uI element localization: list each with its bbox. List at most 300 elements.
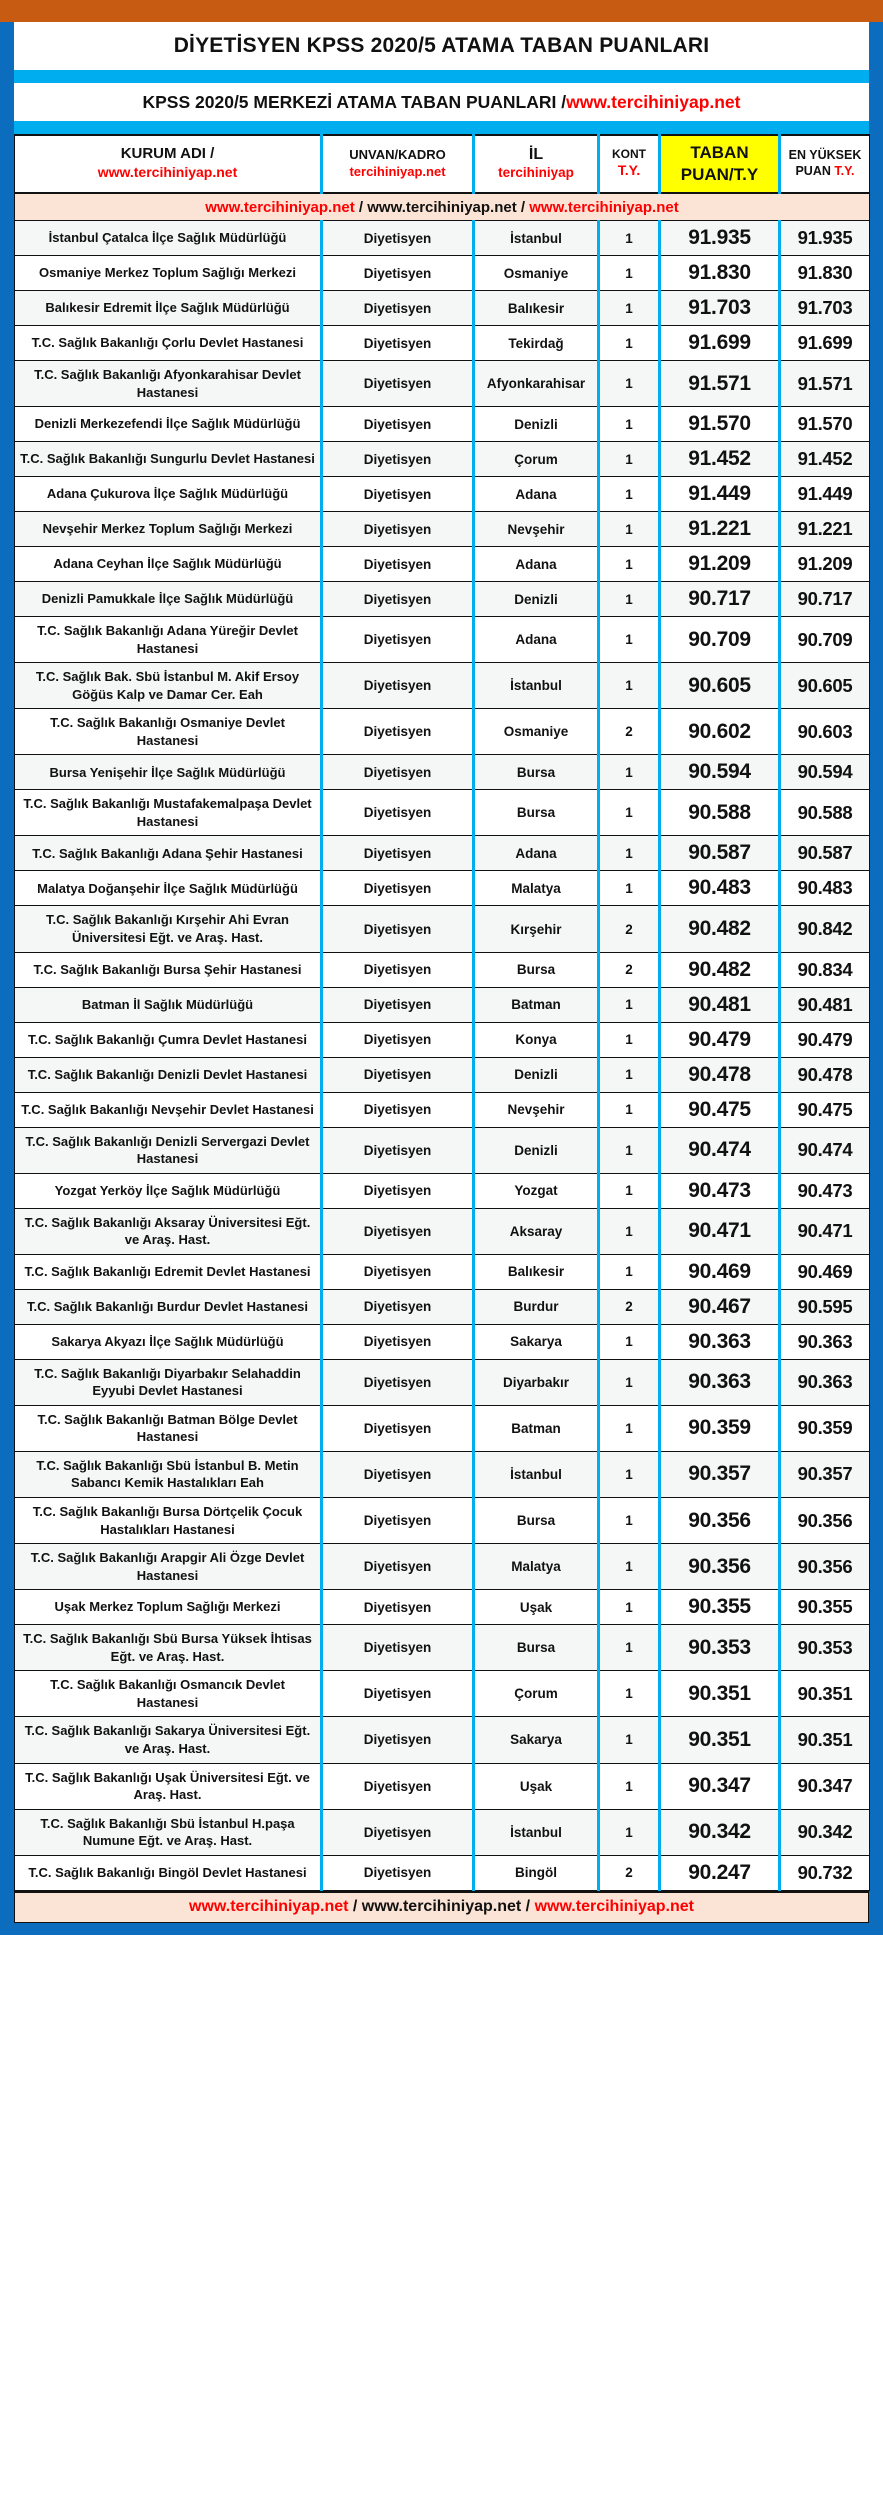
footer-sep-2: / [521, 1897, 535, 1915]
cell-kurum: İstanbul Çatalca İlçe Sağlık Müdürlüğü [15, 221, 322, 256]
cell-kont: 1 [599, 1127, 660, 1173]
cell-kont: 2 [599, 906, 660, 952]
table-row [15, 952, 870, 987]
cell-unvan: Diyetisyen [322, 617, 474, 663]
table-row [15, 1855, 870, 1890]
cell-en-yuksek-puan: 90.732 [780, 1855, 870, 1890]
cell-taban-puan: 90.347 [660, 1763, 780, 1809]
cell-kont: 2 [599, 952, 660, 987]
cell-kont: 1 [599, 442, 660, 477]
cell-en-yuksek-puan: 90.479 [780, 1022, 870, 1057]
cell-unvan: Diyetisyen [322, 709, 474, 755]
table-row [15, 512, 870, 547]
cell-taban-puan: 90.605 [660, 663, 780, 709]
cell-kont: 1 [599, 1254, 660, 1289]
table-row [15, 987, 870, 1022]
cell-kurum: Uşak Merkez Toplum Sağlığı Merkezi [15, 1590, 322, 1625]
cell-il: Batman [474, 1405, 599, 1451]
cell-taban-puan: 90.356 [660, 1498, 780, 1544]
cell-taban-puan: 91.699 [660, 326, 780, 361]
cell-taban-puan: 90.353 [660, 1625, 780, 1671]
cell-kont: 1 [599, 1022, 660, 1057]
cell-unvan: Diyetisyen [322, 1127, 474, 1173]
cell-unvan: Diyetisyen [322, 547, 474, 582]
cell-en-yuksek-puan: 90.842 [780, 906, 870, 952]
cell-il: Tekirdağ [474, 326, 599, 361]
cell-taban-puan: 90.473 [660, 1173, 780, 1208]
cell-en-yuksek-puan: 90.594 [780, 755, 870, 790]
cell-il: Osmaniye [474, 709, 599, 755]
cell-taban-puan: 90.479 [660, 1022, 780, 1057]
table-row [15, 790, 870, 836]
table-row [15, 1451, 870, 1497]
cell-taban-puan: 90.481 [660, 987, 780, 1022]
cyan-divider-mid [14, 121, 869, 134]
cell-taban-puan: 90.357 [660, 1451, 780, 1497]
table-row [15, 1590, 870, 1625]
cell-taban-puan: 90.594 [660, 755, 780, 790]
cell-en-yuksek-puan: 90.478 [780, 1057, 870, 1092]
cell-il: Uşak [474, 1763, 599, 1809]
cell-unvan: Diyetisyen [322, 1173, 474, 1208]
cell-kurum: T.C. Sağlık Bakanlığı Adana Şehir Hastanesi [15, 836, 322, 871]
cell-unvan: Diyetisyen [322, 1763, 474, 1809]
table-row [15, 547, 870, 582]
footer-link-1[interactable]: www.tercihiniyap.net [189, 1897, 349, 1915]
cell-kont: 1 [599, 755, 660, 790]
cell-taban-puan: 91.571 [660, 361, 780, 407]
table-row [15, 291, 870, 326]
cell-kurum: Denizli Pamukkale İlçe Sağlık Müdürlüğü [15, 582, 322, 617]
cell-en-yuksek-puan: 90.359 [780, 1405, 870, 1451]
cell-unvan: Diyetisyen [322, 221, 474, 256]
cell-en-yuksek-puan: 90.588 [780, 790, 870, 836]
cell-kurum: T.C. Sağlık Bakanlığı Uşak Üniversitesi Eğt. ve Araş. Hast. [15, 1763, 322, 1809]
table-row [15, 1809, 870, 1855]
cell-unvan: Diyetisyen [322, 755, 474, 790]
cell-kurum: T.C. Sağlık Bakanlığı Sbü İstanbul H.paşa Numune Eğt. ve Araş. Hast. [15, 1809, 322, 1855]
cell-unvan: Diyetisyen [322, 1590, 474, 1625]
cell-il: Batman [474, 987, 599, 1022]
subtitle-site-link[interactable]: www.tercihiniyap.net [566, 91, 741, 112]
cell-en-yuksek-puan: 91.570 [780, 407, 870, 442]
cell-kurum: Adana Çukurova İlçe Sağlık Müdürlüğü [15, 477, 322, 512]
cell-en-yuksek-puan: 90.363 [780, 1324, 870, 1359]
footer-sep-1: / [348, 1897, 362, 1915]
footer-promo-strip [14, 1891, 869, 1923]
table-row [15, 1359, 870, 1405]
cell-kurum: T.C. Sağlık Bakanlığı Sakarya Üniversitesi Eğt. ve Araş. Hast. [15, 1717, 322, 1763]
cell-kurum: T.C. Sağlık Bakanlığı Aksaray Üniversitesi Eğt. ve Araş. Hast. [15, 1208, 322, 1254]
promo-link-1[interactable]: www.tercihiniyap.net [205, 198, 355, 216]
column-header-unvan-line2: tercihiniyap.net [349, 163, 446, 179]
cell-taban-puan: 90.356 [660, 1544, 780, 1590]
cell-il: Adana [474, 836, 599, 871]
promo-sep-1: / [354, 198, 368, 216]
cell-kurum: T.C. Sağlık Bakanlığı Sungurlu Devlet Hastanesi [15, 442, 322, 477]
content-area [14, 22, 869, 1923]
column-header-taban-line1: TABAN [690, 143, 749, 163]
table-row [15, 663, 870, 709]
cell-en-yuksek-puan: 90.481 [780, 987, 870, 1022]
cell-kurum: T.C. Sağlık Bakanlığı Osmancık Devlet Hastanesi [15, 1671, 322, 1717]
cell-il: Bursa [474, 952, 599, 987]
cell-taban-puan: 90.363 [660, 1359, 780, 1405]
cell-en-yuksek-puan: 90.603 [780, 709, 870, 755]
cell-il: Sakarya [474, 1324, 599, 1359]
footer-link-2[interactable]: www.tercihiniyap.net [361, 1897, 522, 1915]
cell-en-yuksek-puan: 90.605 [780, 663, 870, 709]
promo-sep-2: / [516, 198, 530, 216]
cell-en-yuksek-puan: 90.351 [780, 1717, 870, 1763]
cell-taban-puan: 90.467 [660, 1289, 780, 1324]
cell-taban-puan: 91.703 [660, 291, 780, 326]
cell-unvan: Diyetisyen [322, 1671, 474, 1717]
cell-il: Bursa [474, 1498, 599, 1544]
cell-il: Balıkesir [474, 291, 599, 326]
table-row [15, 617, 870, 663]
cell-kurum: Osmaniye Merkez Toplum Sağlığı Merkezi [15, 256, 322, 291]
page-title-text: DİYETİSYEN KPSS 2020/5 ATAMA TABAN PUANLARI [173, 34, 710, 57]
subtitle [14, 83, 869, 121]
cell-taban-puan: 90.709 [660, 617, 780, 663]
cell-kurum: T.C. Sağlık Bakanlığı Sbü Bursa Yüksek İhtisas Eğt. ve Araş. Hast. [15, 1625, 322, 1671]
cell-il: Malatya [474, 1544, 599, 1590]
column-header-enyuksek-line1: EN YÜKSEK [788, 147, 862, 162]
column-header-kont-line1: KONT [612, 147, 646, 162]
cell-kont: 1 [599, 1625, 660, 1671]
column-header-en-yuksek-puan[interactable] [780, 135, 870, 193]
cell-en-yuksek-puan: 90.475 [780, 1092, 870, 1127]
cell-unvan: Diyetisyen [322, 1057, 474, 1092]
cell-kont: 1 [599, 1809, 660, 1855]
cell-en-yuksek-puan: 91.221 [780, 512, 870, 547]
column-header-kurum-line1: KURUM ADI / [120, 145, 215, 163]
cell-kont: 1 [599, 790, 660, 836]
cell-kont: 1 [599, 477, 660, 512]
cell-il: Denizli [474, 1127, 599, 1173]
cell-kurum: T.C. Sağlık Bakanlığı Osmaniye Devlet Hastanesi [15, 709, 322, 755]
table-row [15, 477, 870, 512]
cell-kont: 1 [599, 1057, 660, 1092]
cell-kurum: Adana Ceyhan İlçe Sağlık Müdürlüğü [15, 547, 322, 582]
cell-en-yuksek-puan: 90.469 [780, 1254, 870, 1289]
cell-taban-puan: 90.717 [660, 582, 780, 617]
cell-kont: 1 [599, 1173, 660, 1208]
table-row [15, 1289, 870, 1324]
cell-kont: 1 [599, 1498, 660, 1544]
cell-taban-puan: 91.830 [660, 256, 780, 291]
table-row [15, 755, 870, 790]
table-row [15, 1498, 870, 1544]
cell-taban-puan: 90.351 [660, 1717, 780, 1763]
cell-kont: 1 [599, 361, 660, 407]
cyan-divider-top [14, 70, 869, 83]
cell-taban-puan: 91.449 [660, 477, 780, 512]
scores-table [14, 134, 870, 1891]
cell-taban-puan: 90.469 [660, 1254, 780, 1289]
cell-kurum: T.C. Sağlık Bakanlığı Bingöl Devlet Hastanesi [15, 1855, 322, 1890]
cell-en-yuksek-puan: 90.355 [780, 1590, 870, 1625]
cell-unvan: Diyetisyen [322, 663, 474, 709]
cell-unvan: Diyetisyen [322, 906, 474, 952]
cell-il: Denizli [474, 1057, 599, 1092]
cell-il: Kırşehir [474, 906, 599, 952]
cell-il: Çorum [474, 442, 599, 477]
cell-kurum: T.C. Sağlık Bakanlığı Edremit Devlet Hastanesi [15, 1254, 322, 1289]
column-header-taban-line2: PUAN/T.Y [680, 164, 759, 184]
cell-kont: 1 [599, 871, 660, 906]
cell-kurum: T.C. Sağlık Bakanlığı Bursa Şehir Hastanesi [15, 952, 322, 987]
cell-en-yuksek-puan: 91.703 [780, 291, 870, 326]
cell-il: Denizli [474, 407, 599, 442]
cell-il: Sakarya [474, 1717, 599, 1763]
cell-unvan: Diyetisyen [322, 1359, 474, 1405]
table-row [15, 871, 870, 906]
cell-il: Bursa [474, 1625, 599, 1671]
cell-taban-puan: 90.587 [660, 836, 780, 871]
cell-en-yuksek-puan: 90.357 [780, 1451, 870, 1497]
cell-kurum: T.C. Sağlık Bakanlığı Denizli Servergazi Devlet Hastanesi [15, 1127, 322, 1173]
cell-unvan: Diyetisyen [322, 1254, 474, 1289]
table-row [15, 1544, 870, 1590]
cell-taban-puan: 90.482 [660, 906, 780, 952]
cell-il: Diyarbakır [474, 1359, 599, 1405]
cell-en-yuksek-puan: 91.452 [780, 442, 870, 477]
table-row [15, 326, 870, 361]
cell-unvan: Diyetisyen [322, 1022, 474, 1057]
cell-en-yuksek-puan: 90.483 [780, 871, 870, 906]
cell-kurum: T.C. Sağlık Bakanlığı Burdur Devlet Hastanesi [15, 1289, 322, 1324]
cell-kurum: T.C. Sağlık Bakanlığı Çorlu Devlet Hastanesi [15, 326, 322, 361]
cell-kurum: Nevşehir Merkez Toplum Sağlığı Merkezi [15, 512, 322, 547]
cell-kont: 2 [599, 1289, 660, 1324]
cell-il: Yozgat [474, 1173, 599, 1208]
cell-en-yuksek-puan: 91.830 [780, 256, 870, 291]
cell-en-yuksek-puan: 90.474 [780, 1127, 870, 1173]
footer-link-3[interactable]: www.tercihiniyap.net [534, 1897, 694, 1915]
cell-unvan: Diyetisyen [322, 1498, 474, 1544]
column-header-kurum[interactable] [15, 135, 322, 193]
cell-taban-puan: 90.482 [660, 952, 780, 987]
promo-link-3[interactable]: www.tercihiniyap.net [529, 198, 679, 216]
cell-en-yuksek-puan: 91.699 [780, 326, 870, 361]
cell-il: Denizli [474, 582, 599, 617]
table-row [15, 1324, 870, 1359]
cell-unvan: Diyetisyen [322, 1289, 474, 1324]
table-row [15, 221, 870, 256]
table-row [15, 442, 870, 477]
cell-en-yuksek-puan: 90.587 [780, 836, 870, 871]
column-header-il[interactable] [474, 135, 599, 193]
table-head [15, 135, 870, 221]
cell-il: Nevşehir [474, 1092, 599, 1127]
cell-kont: 2 [599, 1855, 660, 1890]
cell-kont: 1 [599, 1544, 660, 1590]
cell-kont: 1 [599, 1451, 660, 1497]
promo-strip [15, 193, 870, 221]
column-header-enyuksek-line2 [783, 164, 867, 180]
page-title [14, 22, 869, 70]
table-row [15, 1173, 870, 1208]
cell-en-yuksek-puan: 91.209 [780, 547, 870, 582]
cell-taban-puan: 90.359 [660, 1405, 780, 1451]
table-row [15, 709, 870, 755]
cell-unvan: Diyetisyen [322, 871, 474, 906]
cell-kurum: Bursa Yenişehir İlçe Sağlık Müdürlüğü [15, 755, 322, 790]
table-header-row [15, 135, 870, 193]
cell-en-yuksek-puan: 90.473 [780, 1173, 870, 1208]
cell-unvan: Diyetisyen [322, 512, 474, 547]
cell-kont: 1 [599, 1092, 660, 1127]
table-row [15, 836, 870, 871]
cell-kurum: Balıkesir Edremit İlçe Sağlık Müdürlüğü [15, 291, 322, 326]
cell-kurum: T.C. Sağlık Bakanlığı Adana Yüreğir Devlet Hastanesi [15, 617, 322, 663]
cell-kont: 1 [599, 1590, 660, 1625]
cell-kont: 1 [599, 547, 660, 582]
cell-kont: 1 [599, 221, 660, 256]
subtitle-prefix: KPSS 2020/5 MERKEZİ ATAMA TABAN PUANLARI / [142, 91, 567, 112]
cell-il: Adana [474, 477, 599, 512]
column-header-kont-line2: T.Y. [617, 162, 641, 179]
cell-taban-puan: 91.570 [660, 407, 780, 442]
cell-taban-puan: 90.588 [660, 790, 780, 836]
promo-strip-row [15, 193, 870, 221]
cell-unvan: Diyetisyen [322, 291, 474, 326]
column-header-il-line2: tercihiniyap [498, 165, 574, 181]
cell-kurum: T.C. Sağlık Bakanlığı Çumra Devlet Hastanesi [15, 1022, 322, 1057]
cell-kont: 1 [599, 256, 660, 291]
cell-taban-puan: 90.483 [660, 871, 780, 906]
cell-kont: 1 [599, 1405, 660, 1451]
bottom-blue-band [0, 1923, 883, 1935]
column-header-taban-puan[interactable] [660, 135, 780, 193]
cell-unvan: Diyetisyen [322, 1544, 474, 1590]
cell-kont: 1 [599, 407, 660, 442]
table-row [15, 407, 870, 442]
column-header-kurum-line2: www.tercihiniyap.net [97, 164, 238, 181]
cell-kurum: Denizli Merkezefendi İlçe Sağlık Müdürlüğü [15, 407, 322, 442]
cell-il: Nevşehir [474, 512, 599, 547]
cell-en-yuksek-puan: 90.709 [780, 617, 870, 663]
cell-taban-puan: 90.247 [660, 1855, 780, 1890]
cell-unvan: Diyetisyen [322, 477, 474, 512]
cell-kurum: T.C. Sağlık Bakanlığı Diyarbakır Selahaddin Eyyubi Devlet Hastanesi [15, 1359, 322, 1405]
cell-en-yuksek-puan: 91.571 [780, 361, 870, 407]
cell-unvan: Diyetisyen [322, 1625, 474, 1671]
cell-unvan: Diyetisyen [322, 1717, 474, 1763]
cell-kurum: T.C. Sağlık Bakanlığı Nevşehir Devlet Hastanesi [15, 1092, 322, 1127]
cell-taban-puan: 90.475 [660, 1092, 780, 1127]
promo-link-2[interactable]: www.tercihiniyap.net [367, 198, 517, 216]
cell-il: İstanbul [474, 1809, 599, 1855]
cell-kurum: T.C. Sağlık Bakanlığı Batman Bölge Devlet Hastanesi [15, 1405, 322, 1451]
cell-en-yuksek-puan: 90.471 [780, 1208, 870, 1254]
cell-unvan: Diyetisyen [322, 790, 474, 836]
cell-kont: 1 [599, 617, 660, 663]
table-row [15, 256, 870, 291]
cell-kont: 2 [599, 709, 660, 755]
cell-kont: 1 [599, 1717, 660, 1763]
cell-taban-puan: 91.935 [660, 221, 780, 256]
cell-kurum: T.C. Sağlık Bakanlığı Arapgir Ali Özge Devlet Hastanesi [15, 1544, 322, 1590]
cell-il: Afyonkarahisar [474, 361, 599, 407]
cell-en-yuksek-puan: 90.595 [780, 1289, 870, 1324]
table-row [15, 582, 870, 617]
table-row [15, 1625, 870, 1671]
enyuksek-ty-label: T.Y. [834, 163, 855, 178]
cell-taban-puan: 90.478 [660, 1057, 780, 1092]
cell-unvan: Diyetisyen [322, 1092, 474, 1127]
cell-unvan: Diyetisyen [322, 361, 474, 407]
table-row [15, 1254, 870, 1289]
table-row [15, 1717, 870, 1763]
cell-kont: 1 [599, 326, 660, 361]
cell-il: Balıkesir [474, 1254, 599, 1289]
cell-taban-puan: 90.471 [660, 1208, 780, 1254]
cell-il: Osmaniye [474, 256, 599, 291]
cell-il: İstanbul [474, 663, 599, 709]
table-row [15, 1092, 870, 1127]
cell-kurum: T.C. Sağlık Bakanlığı Kırşehir Ahi Evran Üniversitesi Eğt. ve Araş. Hast. [15, 906, 322, 952]
cell-il: Çorum [474, 1671, 599, 1717]
cell-en-yuksek-puan: 91.935 [780, 221, 870, 256]
cell-kont: 1 [599, 1763, 660, 1809]
cell-en-yuksek-puan: 91.449 [780, 477, 870, 512]
cell-kont: 1 [599, 663, 660, 709]
cell-kurum: T.C. Sağlık Bakanlığı Mustafakemalpaşa Devlet Hastanesi [15, 790, 322, 836]
cell-taban-puan: 90.355 [660, 1590, 780, 1625]
cell-kont: 1 [599, 512, 660, 547]
cell-kurum: T.C. Sağlık Bak. Sbü İstanbul M. Akif Ersoy Göğüs Kalp ve Damar Cer. Eah [15, 663, 322, 709]
cell-kont: 1 [599, 836, 660, 871]
cell-kont: 1 [599, 1671, 660, 1717]
cell-il: Adana [474, 547, 599, 582]
cell-taban-puan: 90.474 [660, 1127, 780, 1173]
cell-il: Adana [474, 617, 599, 663]
cell-kurum: Batman İl Sağlık Müdürlüğü [15, 987, 322, 1022]
cell-unvan: Diyetisyen [322, 987, 474, 1022]
cell-unvan: Diyetisyen [322, 1855, 474, 1890]
cell-unvan: Diyetisyen [322, 1809, 474, 1855]
cell-kont: 1 [599, 1359, 660, 1405]
cell-kurum: Sakarya Akyazı İlçe Sağlık Müdürlüğü [15, 1324, 322, 1359]
cell-kont: 1 [599, 987, 660, 1022]
column-header-unvan[interactable] [322, 135, 474, 193]
table-row [15, 361, 870, 407]
enyuksek-puan-label: PUAN [795, 163, 835, 178]
column-header-unvan-line1: UNVAN/KADRO [349, 147, 446, 163]
cell-taban-puan: 90.342 [660, 1809, 780, 1855]
cell-kont: 1 [599, 1208, 660, 1254]
column-header-kont[interactable] [599, 135, 660, 193]
cell-unvan: Diyetisyen [322, 836, 474, 871]
cell-il: Bursa [474, 755, 599, 790]
cell-kurum: T.C. Sağlık Bakanlığı Sbü İstanbul B. Metin Sabancı Kemik Hastalıkları Eah [15, 1451, 322, 1497]
cell-kont: 1 [599, 291, 660, 326]
cell-en-yuksek-puan: 90.717 [780, 582, 870, 617]
cell-en-yuksek-puan: 90.363 [780, 1359, 870, 1405]
table-row [15, 906, 870, 952]
cell-en-yuksek-puan: 90.356 [780, 1544, 870, 1590]
table-row [15, 1057, 870, 1092]
cell-il: Uşak [474, 1590, 599, 1625]
table-row [15, 1763, 870, 1809]
cell-il: Konya [474, 1022, 599, 1057]
cell-taban-puan: 91.209 [660, 547, 780, 582]
cell-unvan: Diyetisyen [322, 256, 474, 291]
table-row [15, 1022, 870, 1057]
